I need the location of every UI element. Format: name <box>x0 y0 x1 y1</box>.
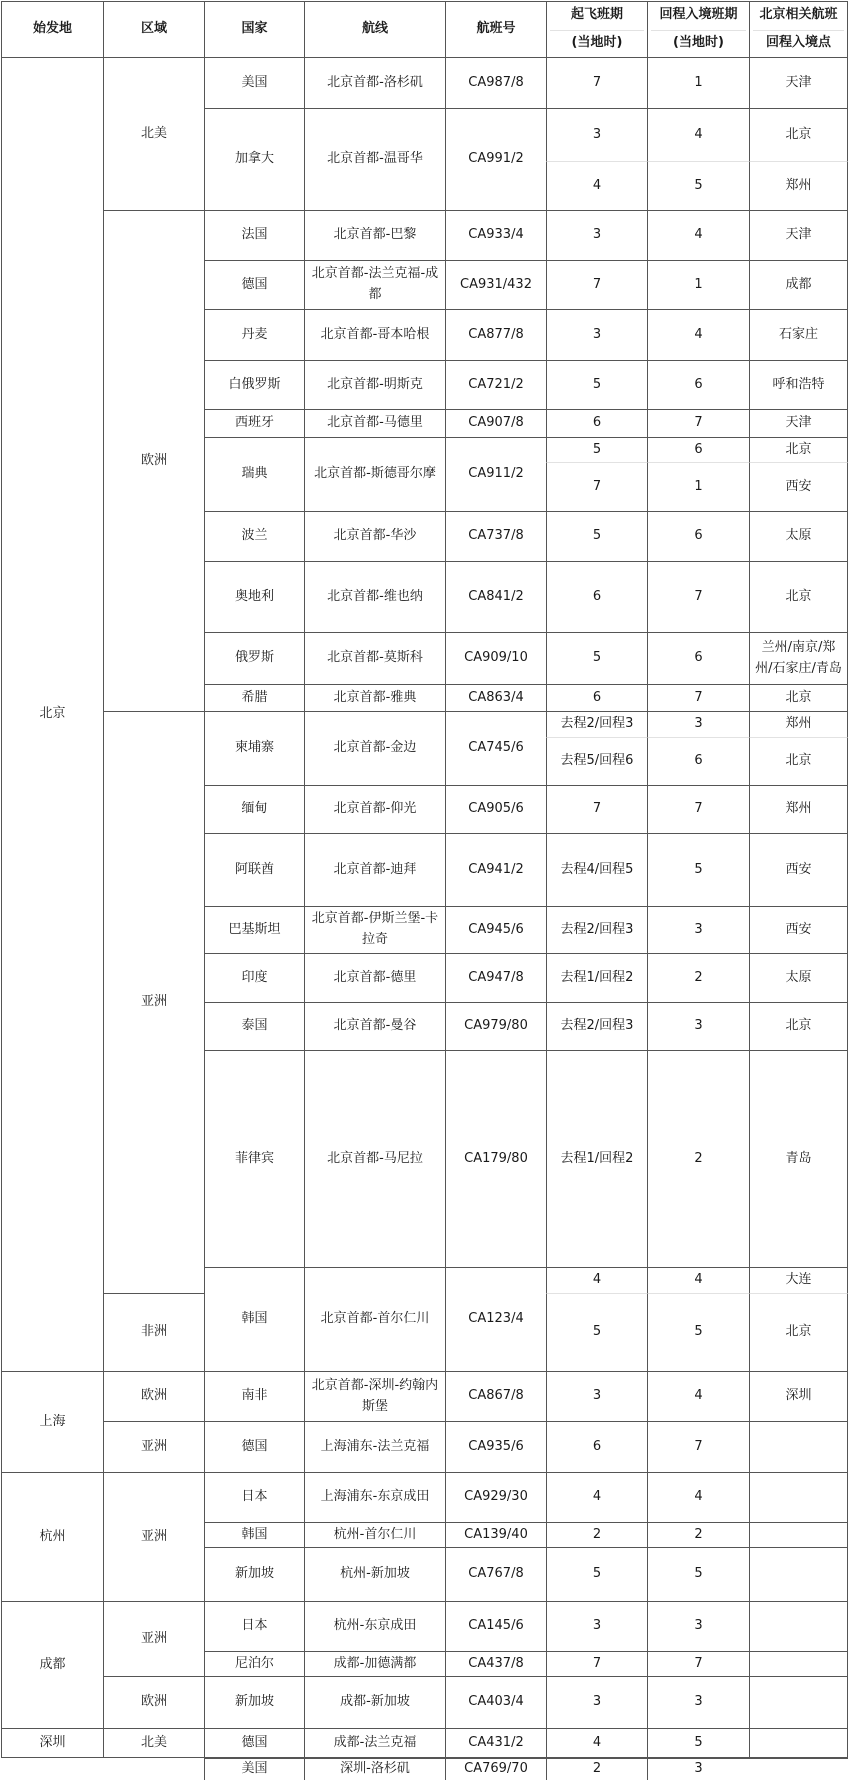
return-day-cell: 4 <box>647 1267 749 1293</box>
origin-cell: 上海 <box>1 1371 103 1472</box>
flight-no-cell: CA867/8 <box>445 1371 546 1421</box>
flight-no-cell: CA769/70 <box>445 1758 546 1780</box>
departure-day-cell: 5 <box>546 437 647 462</box>
departure-day-cell: 3 <box>546 1676 647 1728</box>
return-day-cell: 5 <box>647 161 749 210</box>
return-day-cell: 5 <box>647 1547 749 1601</box>
entry-point-cell: 北京 <box>749 737 848 785</box>
origin-cell: 杭州 <box>1 1472 103 1601</box>
flight-no-cell: CA721/2 <box>445 360 546 409</box>
route-cell: 北京首都-雅典 <box>304 684 445 711</box>
flight-no-cell: CA179/80 <box>445 1050 546 1267</box>
country-cell: 新加坡 <box>204 1547 304 1601</box>
header-entry-point-line: 北京相关航班 <box>759 7 838 23</box>
header-return-day-line: (当地时) <box>651 30 746 54</box>
entry-point-cell: 成都 <box>749 260 848 309</box>
entry-point-cell: 天津 <box>749 210 848 260</box>
country-cell: 西班牙 <box>204 409 304 437</box>
country-cell: 巴基斯坦 <box>204 906 304 953</box>
departure-day-cell: 3 <box>546 108 647 161</box>
route-cell: 北京首都-深圳-约翰内斯堡 <box>304 1371 445 1421</box>
header-country: 国家 <box>204 1 304 57</box>
return-day-cell: 4 <box>647 1472 749 1522</box>
entry-point-cell: 郑州 <box>749 161 848 210</box>
country-cell: 新加坡 <box>204 1676 304 1728</box>
route-cell: 成都-加德满都 <box>304 1651 445 1676</box>
flight-no-cell: CA933/4 <box>445 210 546 260</box>
country-cell: 韩国 <box>204 1522 304 1547</box>
return-day-cell: 3 <box>647 711 749 737</box>
entry-point-cell: 北京 <box>749 108 848 161</box>
flight-no-cell: CA907/8 <box>445 409 546 437</box>
route-cell: 杭州-新加坡 <box>304 1547 445 1601</box>
country-cell: 丹麦 <box>204 309 304 360</box>
region-cell: 北美 <box>103 57 204 210</box>
entry-point-city: 大连 <box>785 1272 812 1287</box>
flight-no-cell: CA863/4 <box>445 684 546 711</box>
entry-point-cell: 北京 <box>749 684 848 711</box>
flight-no-cell: CA145/6 <box>445 1601 546 1651</box>
return-day-cell: 1 <box>647 462 749 511</box>
country-cell: 德国 <box>204 1421 304 1472</box>
return-day-cell: 6 <box>647 360 749 409</box>
departure-day-cell: 3 <box>546 210 647 260</box>
departure-day-cell: 去程1/回程2 <box>546 1050 647 1267</box>
entry-point-cell: 太原 <box>749 953 848 1002</box>
entry-point-cell: 北京 <box>749 437 848 462</box>
route-cell: 北京首都-巴黎 <box>304 210 445 260</box>
region-cell: 欧洲 <box>103 1371 204 1421</box>
departure-day-cell: 2 <box>546 1522 647 1547</box>
departure-day-cell: 去程2/回程3 <box>546 711 647 737</box>
entry-point-cell: 兰州/南京/郑州/石家庄/青岛 <box>749 632 848 684</box>
entry-point-cell: 石家庄 <box>749 309 848 360</box>
country-cell: 印度 <box>204 953 304 1002</box>
region-cell: 亚洲 <box>103 1472 204 1601</box>
entry-point-cell: 青岛 <box>749 1050 848 1267</box>
flight-no-cell: CA745/6 <box>445 711 546 785</box>
route-cell: 北京首都-仰光 <box>304 785 445 833</box>
entry-point-cell: 北京 <box>749 1293 848 1371</box>
country-cell: 柬埔寨 <box>204 711 304 785</box>
entry-point-cell <box>749 1472 848 1522</box>
return-day-cell: 7 <box>647 1651 749 1676</box>
country-cell: 波兰 <box>204 511 304 561</box>
return-day-cell: 1 <box>647 260 749 309</box>
departure-day-cell: 6 <box>546 684 647 711</box>
return-day-cell: 7 <box>647 1421 749 1472</box>
header-route: 航线 <box>304 1 445 57</box>
entry-point-cell <box>749 1522 848 1547</box>
route-cell: 深圳-洛杉矶 <box>304 1758 445 1780</box>
route-cell: 杭州-首尔仁川 <box>304 1522 445 1547</box>
entry-point-cell: 北京 <box>749 1002 848 1050</box>
departure-day-cell: 7 <box>546 785 647 833</box>
return-day-cell: 7 <box>647 684 749 711</box>
header-entry-point-line: 回程入境点 <box>753 30 844 54</box>
entry-point-cell: 郑州 <box>749 785 848 833</box>
flight-no-cell: CA123/4 <box>445 1267 546 1371</box>
return-day-cell: 4 <box>647 210 749 260</box>
route-cell: 北京首都-洛杉矶 <box>304 57 445 108</box>
return-day-cell: 7 <box>647 561 749 632</box>
flight-no-cell: CA941/2 <box>445 833 546 906</box>
entry-point-cell: 北京 <box>749 561 848 632</box>
return-day-cell: 3 <box>647 906 749 953</box>
country-cell: 奥地利 <box>204 561 304 632</box>
country-cell: 南非 <box>204 1371 304 1421</box>
country-cell: 日本 <box>204 1601 304 1651</box>
departure-day-cell: 5 <box>546 1293 647 1371</box>
flight-no-cell: CA737/8 <box>445 511 546 561</box>
origin-cell: 深圳 <box>1 1728 103 1758</box>
departure-day-cell: 去程4/回程5 <box>546 833 647 906</box>
departure-day-cell: 3 <box>546 309 647 360</box>
departure-day-cell: 5 <box>546 632 647 684</box>
departure-day-cell: 7 <box>546 57 647 108</box>
entry-point-cell: 西安 <box>749 833 848 906</box>
route-cell: 北京首都-伊斯兰堡-卡拉奇 <box>304 906 445 953</box>
return-day-cell: 6 <box>647 511 749 561</box>
flight-no-cell: CA929/30 <box>445 1472 546 1522</box>
departure-day-cell: 4 <box>546 1472 647 1522</box>
flight-no-cell: CA911/2 <box>445 437 546 511</box>
return-day-cell: 6 <box>647 632 749 684</box>
return-day-cell: 5 <box>647 1293 749 1371</box>
flight-no-cell: CA877/8 <box>445 309 546 360</box>
flight-no-cell: CA987/8 <box>445 57 546 108</box>
header-origin: 始发地 <box>1 1 103 57</box>
entry-point-cell: 西安 <box>749 462 848 511</box>
entry-point-cell <box>749 1758 848 1759</box>
route-cell: 北京首都-莫斯科 <box>304 632 445 684</box>
return-day-cell: 2 <box>647 953 749 1002</box>
route-cell: 北京首都-曼谷 <box>304 1002 445 1050</box>
return-day-cell: 6 <box>647 437 749 462</box>
country-cell: 瑞典 <box>204 437 304 511</box>
departure-day-cell: 5 <box>546 511 647 561</box>
flight-no-cell: CA437/8 <box>445 1651 546 1676</box>
route-cell: 北京首都-迪拜 <box>304 833 445 906</box>
return-day-cell: 5 <box>647 1728 749 1758</box>
route-cell: 北京首都-法兰克福-成都 <box>304 260 445 309</box>
entry-point-cell: 郑州 <box>749 711 848 737</box>
return-day-cell: 4 <box>647 309 749 360</box>
departure-day-cell: 去程5/回程6 <box>546 737 647 785</box>
route-cell: 北京首都-马德里 <box>304 409 445 437</box>
departure-day-cell: 7 <box>546 1651 647 1676</box>
country-cell: 法国 <box>204 210 304 260</box>
flight-no-cell: CA905/6 <box>445 785 546 833</box>
entry-point-cell <box>749 1728 848 1758</box>
region-cell: 欧洲 <box>103 1676 204 1728</box>
flight-no-cell: CA431/2 <box>445 1728 546 1758</box>
departure-day-cell: 2 <box>546 1758 647 1780</box>
flight-no-cell: CA139/40 <box>445 1522 546 1547</box>
return-day-cell: 4 <box>647 1371 749 1421</box>
departure-day-cell: 7 <box>546 260 647 309</box>
country-cell: 韩国 <box>204 1267 304 1371</box>
entry-point-cell <box>749 1267 848 1293</box>
region-cell: 北美 <box>103 1728 204 1758</box>
departure-day-cell: 3 <box>546 1371 647 1421</box>
entry-point-cell <box>749 1421 848 1472</box>
route-cell: 北京首都-首尔仁川 <box>304 1267 445 1371</box>
flight-no-cell: CA403/4 <box>445 1676 546 1728</box>
entry-point-cell: 天津 <box>749 409 848 437</box>
return-day-cell: 1 <box>647 57 749 108</box>
entry-point-cell: 深圳 <box>749 1371 848 1421</box>
region-cell: 欧洲 <box>103 210 204 711</box>
route-cell: 成都-新加坡 <box>304 1676 445 1728</box>
flight-no-cell: CA935/6 <box>445 1421 546 1472</box>
departure-day-cell: 5 <box>546 1547 647 1601</box>
return-day-cell: 3 <box>647 1601 749 1651</box>
route-cell: 北京首都-斯德哥尔摩 <box>304 437 445 511</box>
entry-point-cell <box>749 1547 848 1601</box>
route-cell: 北京首都-华沙 <box>304 511 445 561</box>
country-cell: 缅甸 <box>204 785 304 833</box>
header-return-day <box>647 1 749 57</box>
header-return-day-line: 回程入境班期 <box>659 7 738 23</box>
region-cell: 亚洲 <box>103 711 204 1293</box>
country-cell: 日本 <box>204 1472 304 1522</box>
departure-day-cell: 6 <box>546 409 647 437</box>
country-cell: 白俄罗斯 <box>204 360 304 409</box>
region-cell: 亚洲 <box>103 1421 204 1472</box>
country-cell: 菲律宾 <box>204 1050 304 1267</box>
return-day-cell: 5 <box>647 833 749 906</box>
departure-day-cell: 6 <box>546 561 647 632</box>
return-day-cell: 7 <box>647 785 749 833</box>
route-cell: 杭州-东京成田 <box>304 1601 445 1651</box>
country-cell: 尼泊尔 <box>204 1651 304 1676</box>
route-cell: 北京首都-温哥华 <box>304 108 445 210</box>
return-day-cell: 2 <box>647 1050 749 1267</box>
country-cell: 德国 <box>204 260 304 309</box>
country-cell: 阿联酋 <box>204 833 304 906</box>
departure-day-cell: 4 <box>546 1728 647 1758</box>
entry-point-cell: 西安 <box>749 906 848 953</box>
route-cell: 北京首都-哥本哈根 <box>304 309 445 360</box>
departure-day-cell: 7 <box>546 462 647 511</box>
header-region: 区域 <box>103 1 204 57</box>
departure-day-cell: 去程2/回程3 <box>546 1002 647 1050</box>
country-cell: 德国 <box>204 1728 304 1758</box>
route-cell: 上海浦东-东京成田 <box>304 1472 445 1522</box>
return-day-cell: 3 <box>647 1676 749 1728</box>
header-departure-day <box>546 1 647 57</box>
route-cell: 成都-法兰克福 <box>304 1728 445 1758</box>
departure-day-cell: 4 <box>546 1267 647 1293</box>
entry-point-cell <box>749 1601 848 1651</box>
header-departure-day-line: 起飞班期 <box>570 7 623 23</box>
country-cell: 加拿大 <box>204 108 304 210</box>
departure-day-cell: 3 <box>546 1601 647 1651</box>
route-cell: 上海浦东-法兰克福 <box>304 1421 445 1472</box>
departure-day-cell: 去程1/回程2 <box>546 953 647 1002</box>
return-day-cell: 3 <box>647 1758 749 1780</box>
route-cell: 北京首都-维也纳 <box>304 561 445 632</box>
departure-day-cell: 4 <box>546 161 647 210</box>
entry-point-cell <box>749 1676 848 1728</box>
region-cell: 亚洲 <box>103 1601 204 1676</box>
return-day-cell: 3 <box>647 1002 749 1050</box>
entry-point-cell: 呼和浩特 <box>749 360 848 409</box>
region-cell: 非洲 <box>103 1293 204 1371</box>
flight-no-cell: CA947/8 <box>445 953 546 1002</box>
flight-no-cell: CA931/432 <box>445 260 546 309</box>
origin-cell: 成都 <box>1 1601 103 1728</box>
departure-day-cell: 5 <box>546 360 647 409</box>
route-cell: 北京首都-德里 <box>304 953 445 1002</box>
departure-day-cell: 6 <box>546 1421 647 1472</box>
flight-no-cell: CA909/10 <box>445 632 546 684</box>
origin-cell: 北京 <box>1 57 103 1371</box>
route-cell: 北京首都-马尼拉 <box>304 1050 445 1267</box>
flight-no-cell: CA841/2 <box>445 561 546 632</box>
entry-point-cell: 天津 <box>749 57 848 108</box>
entry-point-cell <box>749 1651 848 1676</box>
return-day-cell: 6 <box>647 737 749 785</box>
flight-no-cell: CA767/8 <box>445 1547 546 1601</box>
route-cell: 北京首都-金边 <box>304 711 445 785</box>
return-day-cell: 4 <box>647 108 749 161</box>
flight-no-cell: CA979/80 <box>445 1002 546 1050</box>
flight-no-cell: CA991/2 <box>445 108 546 210</box>
country-cell: 俄罗斯 <box>204 632 304 684</box>
departure-day-cell: 去程2/回程3 <box>546 906 647 953</box>
country-cell: 希腊 <box>204 684 304 711</box>
header-departure-day-line: (当地时) <box>550 30 644 54</box>
return-day-cell: 7 <box>647 409 749 437</box>
country-cell: 美国 <box>204 1758 304 1780</box>
return-day-cell: 2 <box>647 1522 749 1547</box>
country-cell: 美国 <box>204 57 304 108</box>
country-cell: 泰国 <box>204 1002 304 1050</box>
flight-no-cell: CA945/6 <box>445 906 546 953</box>
entry-point-cell: 太原 <box>749 511 848 561</box>
header-entry-point <box>749 1 848 57</box>
header-flight-no: 航班号 <box>445 1 546 57</box>
route-cell: 北京首都-明斯克 <box>304 360 445 409</box>
